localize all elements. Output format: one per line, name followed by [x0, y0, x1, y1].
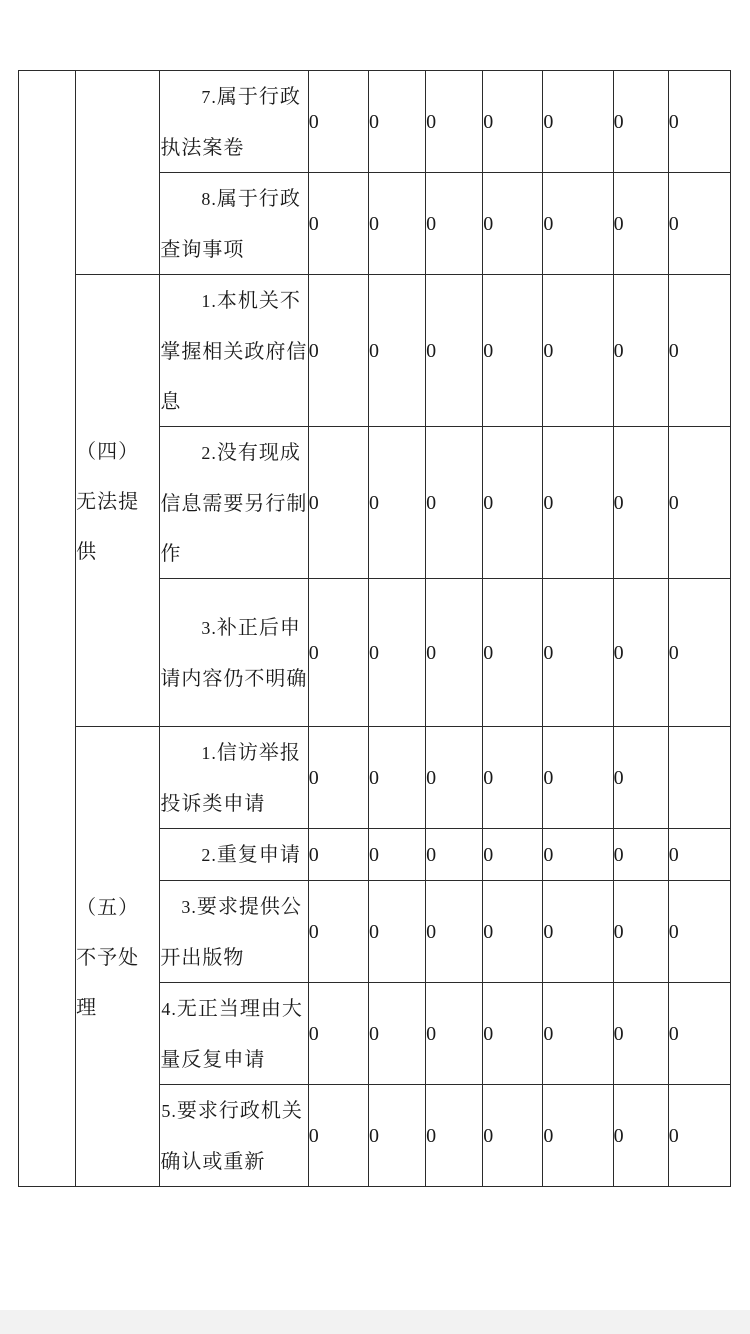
- value-cell: 0: [613, 983, 668, 1085]
- value-cell: 0: [426, 727, 483, 829]
- value-cell: 0: [613, 727, 668, 829]
- value-cell: 0: [368, 275, 425, 427]
- bottom-bar: [0, 1310, 750, 1334]
- value-cell: 0: [308, 727, 368, 829]
- item-label: 2.重复申请: [160, 829, 308, 881]
- category-cell-5: （五）不予处理: [76, 727, 160, 1187]
- value-cell: 0: [483, 829, 543, 881]
- value-cell: 0: [613, 579, 668, 727]
- value-cell: 0: [668, 579, 730, 727]
- value-cell: 0: [426, 173, 483, 275]
- value-cell: 0: [426, 71, 483, 173]
- value-cell: 0: [668, 881, 730, 983]
- value-cell: 0: [368, 727, 425, 829]
- value-cell: 0: [483, 173, 543, 275]
- item-label: 3.补正后申请内容仍不明确: [160, 579, 308, 727]
- table-row: [19, 275, 731, 427]
- value-cell: 0: [543, 1085, 613, 1187]
- value-cell: 0: [368, 983, 425, 1085]
- item-label: 3.要求提供公开出版物: [160, 881, 308, 983]
- value-cell: 0: [308, 1085, 368, 1187]
- table-row: [19, 727, 731, 829]
- value-cell: 0: [308, 173, 368, 275]
- value-cell: 0: [543, 173, 613, 275]
- item-label: 7.属于行政执法案卷: [160, 71, 308, 173]
- value-cell: 0: [613, 275, 668, 427]
- value-cell: 0: [483, 983, 543, 1085]
- value-cell: 0: [368, 71, 425, 173]
- value-cell: 0: [368, 881, 425, 983]
- value-cell: 0: [668, 983, 730, 1085]
- value-cell: 0: [483, 275, 543, 427]
- value-cell: 0: [483, 727, 543, 829]
- value-cell: 0: [483, 427, 543, 579]
- value-cell: 0: [543, 427, 613, 579]
- category-cell-3: [76, 71, 160, 275]
- value-cell: 0: [483, 71, 543, 173]
- table-row: [19, 71, 731, 173]
- value-cell: 0: [613, 1085, 668, 1187]
- item-label: 1.信访举报投诉类申请: [160, 727, 308, 829]
- item-label: 2.没有现成信息需要另行制作: [160, 427, 308, 579]
- value-cell: 0: [308, 427, 368, 579]
- value-cell: 0: [668, 71, 730, 173]
- value-cell: 0: [426, 427, 483, 579]
- value-cell: 0: [483, 1085, 543, 1187]
- value-cell: 0: [426, 983, 483, 1085]
- value-cell: 0: [368, 1085, 425, 1187]
- item-label: 4.无正当理由大量反复申请: [160, 983, 308, 1085]
- value-cell: 0: [613, 881, 668, 983]
- value-cell: 0: [308, 71, 368, 173]
- value-cell: 0: [308, 275, 368, 427]
- value-cell: 0: [308, 881, 368, 983]
- value-cell: 0: [613, 427, 668, 579]
- statistics-table: [18, 70, 731, 1187]
- item-label: 8.属于行政查询事项: [160, 173, 308, 275]
- value-cell: 0: [483, 579, 543, 727]
- value-cell: 0: [613, 829, 668, 881]
- category-cell-4: （四）无法提供: [76, 275, 160, 727]
- value-cell: 0: [308, 983, 368, 1085]
- value-cell: 0: [426, 881, 483, 983]
- value-cell: 0: [668, 275, 730, 427]
- value-cell: 0: [543, 829, 613, 881]
- value-cell: 0: [543, 579, 613, 727]
- value-cell: 0: [668, 427, 730, 579]
- value-cell: 0: [668, 829, 730, 881]
- value-cell: 0: [368, 173, 425, 275]
- value-cell: 0: [543, 71, 613, 173]
- item-label: 5.要求行政机关确认或重新: [160, 1085, 308, 1187]
- value-cell: 0: [308, 829, 368, 881]
- value-cell: 0: [543, 727, 613, 829]
- value-cell: 0: [668, 173, 730, 275]
- value-cell: 0: [613, 173, 668, 275]
- value-cell: [668, 727, 730, 829]
- value-cell: 0: [543, 275, 613, 427]
- value-cell: 0: [613, 71, 668, 173]
- value-cell: 0: [426, 829, 483, 881]
- value-cell: 0: [668, 1085, 730, 1187]
- value-cell: 0: [368, 829, 425, 881]
- value-cell: 0: [308, 579, 368, 727]
- value-cell: 0: [426, 579, 483, 727]
- item-label: 1.本机关不掌握相关政府信息: [160, 275, 308, 427]
- value-cell: 0: [426, 275, 483, 427]
- value-cell: 0: [483, 881, 543, 983]
- value-cell: 0: [543, 881, 613, 983]
- value-cell: 0: [426, 1085, 483, 1187]
- value-cell: 0: [543, 983, 613, 1085]
- value-cell: 0: [368, 427, 425, 579]
- outer-category-cell: [19, 71, 76, 1187]
- value-cell: 0: [368, 579, 425, 727]
